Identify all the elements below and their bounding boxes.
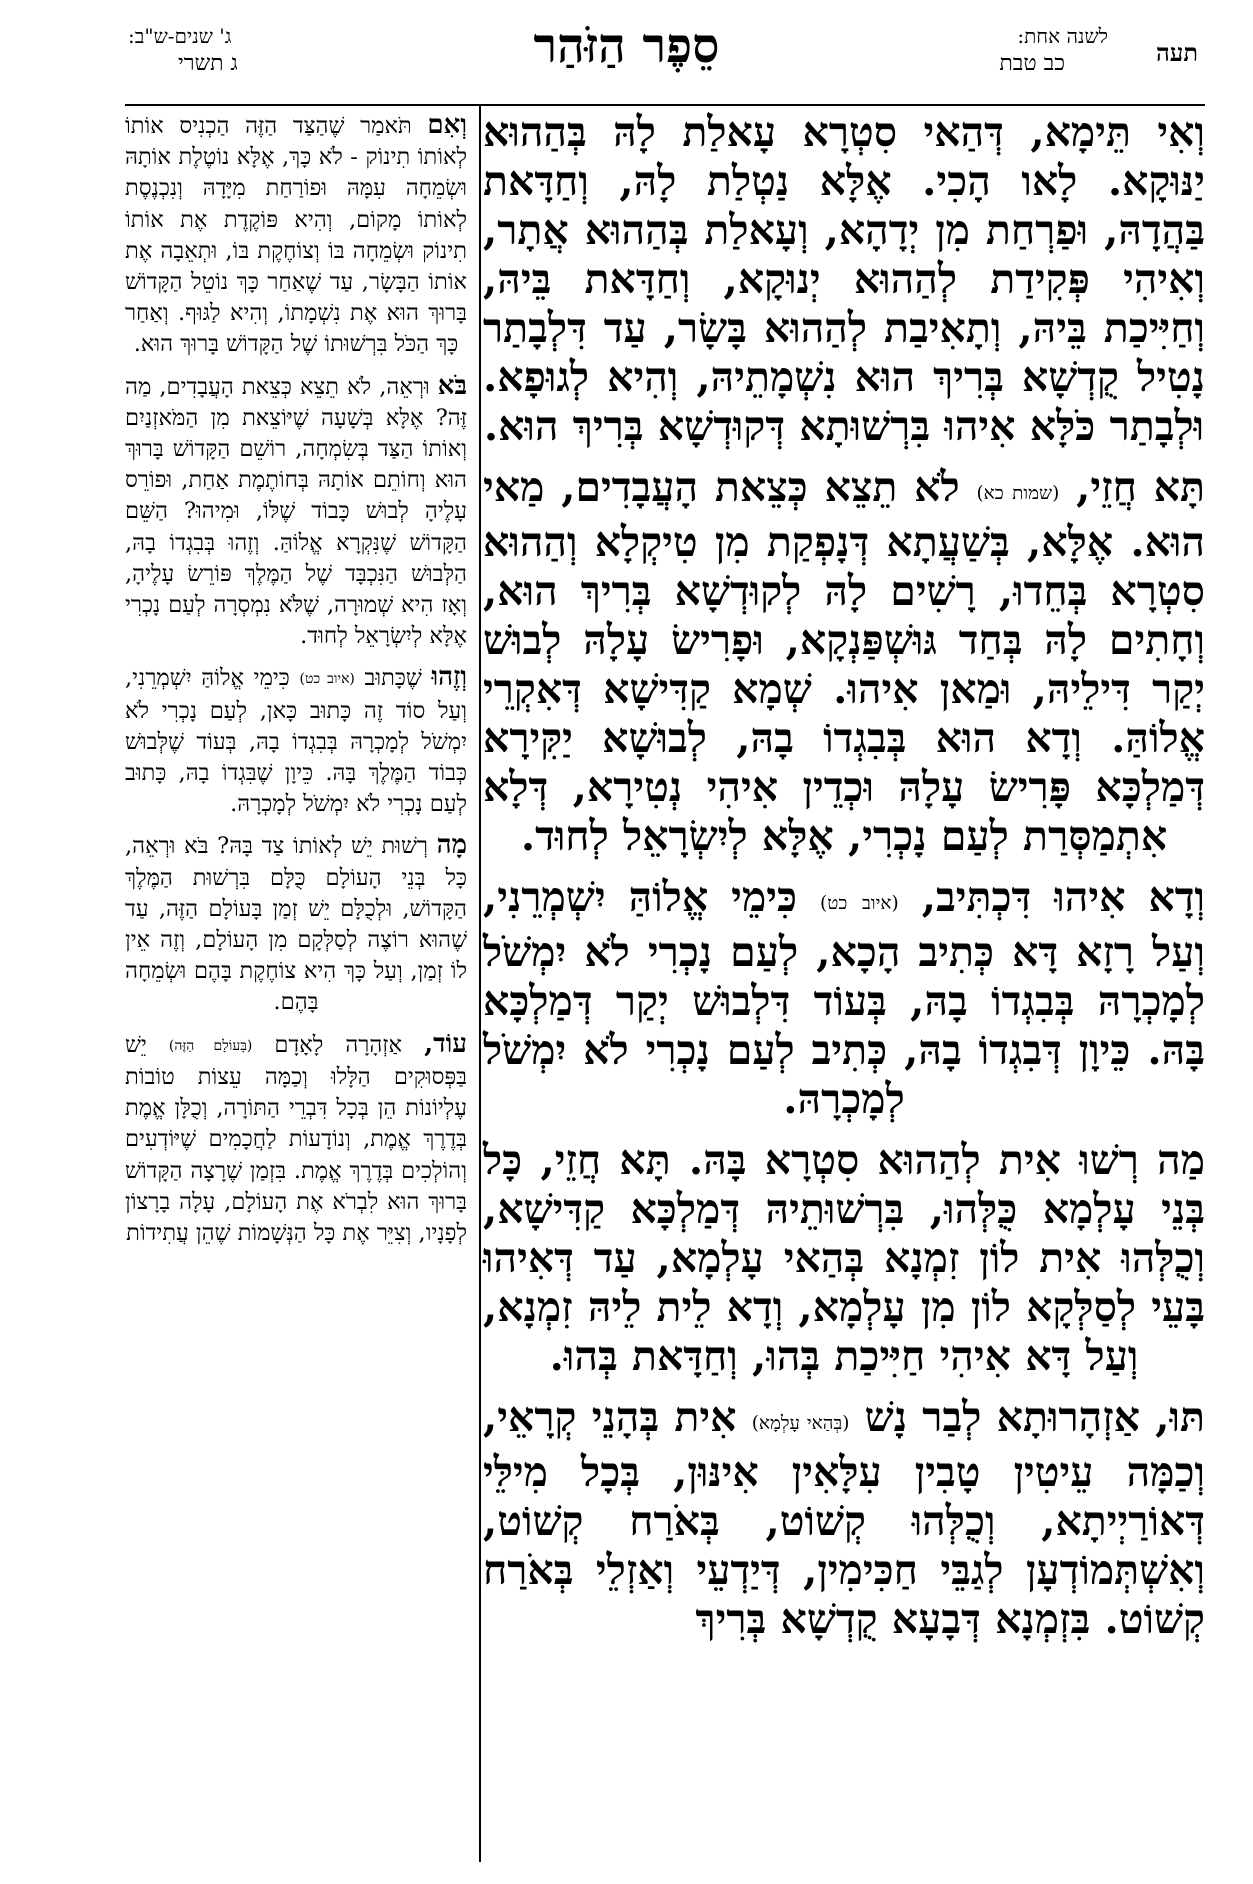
hebrew-paragraph	[125, 1029, 467, 1249]
paragraph-text: שֶׁכָּתוּב	[354, 665, 432, 692]
paragraph-lead: וְדָא	[1148, 873, 1205, 921]
paragraph-text: וּרְאֵה, לֹא תֵצֵא כְּצֵאת הָעֲבָדִים, מַה זֶּה? אֶלָּא בְּשָׁעָה שֶׁיּוֹצֵאת מִן הַמֹּאזְנַיִם וְאוֹתוֹ הַצַּד בְּשִׂמְחָה, רוֹשֵׁם הַקָּדוֹשׁ בָּרוּךְ הוּא וְחוֹתֵם אוֹתָהּ בְּחוֹתֶמֶת אַחַת, וּפוֹרֵס עָלֶיהָ לְבוּשׁ כָּבוֹד שֶׁלּוֹ, וּמִיהוּ? הַשֵּׁם הַקָּדוֹשׁ שֶׁנִּקְרָא אֱלוֹהַּ. וְזֶהוּ בְּבִגְדוֹ בָהּ, הַלְּבוּשׁ הַנִּכְבָּד שֶׁל הַמֶּלֶךְ פּוֹרֵשׂ עָלֶיהָ, וְאָז הִיא שְׁמוּרָה, שֶׁלֹּא נִמְסְרָה לְעַם נָכְרִי אֶלָּא לְיִשְׂרָאֵל לְחוּד.	[125, 373, 467, 650]
hebrew-paragraph	[125, 662, 467, 820]
hebrew-translation-column	[125, 110, 467, 1259]
multi-year-schedule-label: ג' שנים-ש"ב:	[128, 24, 232, 48]
verse-reference: (איוב כט)	[299, 671, 355, 688]
paragraph-lead: מַה	[1157, 1136, 1205, 1184]
aramaic-paragraph	[483, 1136, 1205, 1381]
paragraph-text: תֵּימָא, דְּהַאי סִטְרָא עָאלַת לָהּ בְּהַהוּא יַנּוּקָא. לָאו הָכִי. אֶלָּא נַטְלַת לָהּ, וְחַדָּאת בַּהֲדָהּ, וּפַרְחַת מִן יְדָהָא, וְעָאלַת בְּהַהוּא אֲתָר, וְאִיהִי פְּקִידַת לְהַהוּא יְנוּקָא, וְחַדָּאת בֵּיהּ, וְחַיִּיכַת בֵּיהּ, וְתָאִיבַת לְהַהוּא בָּשָׂר, עַד דִּלְבָתַר נָטִיל קֻדְשָׁא בְּרִיךְ הוּא נִשְׁמָתֵיהּ, וְהִיא לְגוּפָא. וּלְבָתַר כֹּלָּא אִיהוּ בִּרְשׁוּתָא דְּקוּדְשָׁא בְּרִיךְ הוּא.	[483, 108, 1205, 450]
paragraph-text: לֹא תֵצֵא כְּצֵאת הָעֲבָדִים, מַאי הוּא. אֶלָּא, בְּשַׁעֲתָא דְּנָפְקַת מִן טִיקְלָא וְהַהוּא סִטְרָא בְּחֵדוּ, רָשִׁים לָהּ לְקוּדְשָׁא בְּרִיךְ הוּא, וְחָתִים לָהּ בְּחַד גּוּשְׁפַּנְקָא, וּפָרִישׂ עָלָהּ לְבוּשׁ יְקַר דִּילֵיהּ, וּמַאן אִיהוּ. שְׁמָא קַדִּישָׁא דְּאִקְרֵי אֱלוֹהַּ. וְדָא הוּא בְּבִגְדוֹ בָהּ, לְבוּשָׁא יַקִּירָא דְּמַלְכָּא פָּרִישׂ עָלָהּ וּכְדֵין אִיהִי נְטִירָא, דְּלָא אִתְמַסְּרַת לְעַם נָכְרִי, אֶלָּא לְיִשְׂרָאֵל לְחוּד.	[483, 463, 1205, 860]
paragraph-text: אַזְהָרוּתָא לְבַר נָשׁ	[849, 1393, 1156, 1441]
verse-reference: (בָּעוֹלָם הַזֶּה)	[168, 1037, 253, 1054]
paragraph-lead: תָּא	[1153, 463, 1205, 511]
paragraph-lead: תּוּ,	[1155, 1393, 1205, 1441]
paragraph-text: כִּימֵי אֱלוֹהַּ יִשְׁמְרֵנִי, וְעַל סוֹד זֶה כָּתוּב כָּאן, לְעַם נָכְרִי לֹא יִמְשֹׁל לְמָכְרָהּ בְּבִגְדוֹ בָהּ, בְּעוֹד שֶׁלְּבוּשׁ כְּבוֹד הַמֶּלֶךְ בָּהּ. כֵּיוָן שֶׁבִּגְדוֹ בָהּ, כָּתוּב לְעַם נָכְרִי לֹא יִמְשֹׁל לְמָכְרָהּ.	[125, 665, 467, 818]
aramaic-paragraph	[483, 108, 1205, 451]
paragraph-text: אִית בְּהָנֵי קְרָאֵי, וְכַמָּה עֵיטִין טָבִין עִלָּאִין אִינּוּן, בְּכָל מִילֵּי דְּאוֹרַיְיתָא, וְכֻלְּהוּ קְשׁוֹט, בְּאֹרַח קְשׁוֹט, וְאִשְׁתְּמוֹדְעָן לְגַבֵּי חַכִּימִין, דְּיַדְעֵי וְאַזְלֵי בְּאֹרַח קְשׁוֹט. בִּזְמְנָא דְּבָעָא קֻדְשָׁא בְּרִיךְ	[483, 1393, 1205, 1643]
book-title: סֵפֶר הַזֹּהַר	[533, 18, 720, 74]
daily-schedule-date: כב טבת	[999, 51, 1065, 76]
column-divider	[479, 106, 481, 1862]
paragraph-lead: וְזֶהוּ	[431, 662, 468, 693]
header-rule	[125, 104, 1205, 106]
paragraph-text: יֵשׁ בַּפְּסוּקִים הַלָּלוּ וְכַמָּה עֵצוֹת טוֹבוֹת עֶלְיוֹנוֹת הֵן בְּכָל דִּבְרֵי הַתּוֹרָה, וְכֻלָּן אֱמֶת בְּדֶרֶךְ אֱמֶת, וְנוֹדָעוֹת לַחֲכָמִים שֶׁיּוֹדְעִים וְהוֹלְכִים בְּדֶרֶךְ אֱמֶת. בִּזְמַן שֶׁרָצָה הַקָּדוֹשׁ בָּרוּךְ הוּא לִבְרֹא אֶת הָעוֹלָם, עָלָה בָרָצוֹן לְפָנָיו, וְצִיֵּר אֶת כָּל הַנְּשָׁמוֹת שֶׁהֵן עֲתִידוֹת	[125, 1031, 467, 1246]
paragraph-lead: עוֹד,	[424, 1028, 468, 1059]
paragraph-text: כִּימֵי אֱלוֹהַּ יִשְׁמְרֵנִי, וְעַל רָזָא דָּא כְּתִיב הָכָא, לְעַם נָכְרִי לֹא יִמְשֹׁל לְמָכְרָהּ בְּבִגְדוֹ בָהּ, בְּעוֹד דִּלְבוּשׁ יְקַר דְּמַלְכָּא בָּהּ. כֵּיוָן דְּבִגְדוֹ בָהּ, כְּתִיב לְעַם נָכְרִי לֹא יִמְשֹׁל לְמָכְרָהּ.	[483, 873, 1205, 1123]
paragraph-lead: בֹּא	[437, 370, 467, 401]
paragraph-text: רְשׁוּ אִית לְהַהוּא סִטְרָא בָּהּ. תָּא חֲזֵי, כָּל בְּנֵי עָלְמָא כֻּלְּהוּ, בִּרְשׁוּתֵיהּ דְּמַלְכָּא קַדִּישָׁא, וְכֻלְּהוּ אִית לוֹן זִמְנָא בְּהַאי עָלְמָא, עַד דְּאִיהוּ בָּעֵי לְסַלְּקָא לוֹן מִן עָלְמָא, וְדָא לֵית לֵיהּ זִמְנָא, וְעַל דָּא אִיהִי חַיִּיכַת בְּהוּ, וְחַדָּאת בְּהוּ.	[483, 1136, 1205, 1380]
verse-reference: (בְּהַאי עָלְמָא)	[751, 1413, 850, 1434]
multi-year-schedule-date: ג תשרי	[178, 51, 238, 76]
aramaic-paragraph	[483, 873, 1205, 1124]
paragraph-text: אַזְהָרָה לָאָדָם	[252, 1031, 425, 1058]
hebrew-paragraph	[125, 371, 467, 653]
paragraph-lead: וְאִי	[1157, 108, 1205, 156]
hebrew-paragraph	[125, 110, 467, 361]
verse-reference: (שמות כא)	[976, 483, 1060, 504]
daily-schedule-label: לשנה אחת:	[1017, 24, 1108, 48]
page-number: תעה	[1155, 38, 1198, 67]
paragraph-text: חֲזֵי,	[1059, 463, 1154, 511]
aramaic-paragraph	[483, 1393, 1205, 1644]
aramaic-paragraph	[483, 463, 1205, 861]
paragraph-lead: מָה	[436, 830, 467, 861]
verse-reference: (איוב כט)	[820, 893, 899, 914]
paragraph-lead: וְאִם	[427, 110, 467, 140]
aramaic-column	[483, 108, 1205, 1656]
hebrew-paragraph	[125, 830, 467, 1018]
paragraph-text: אִיהוּ דִּכְתִּיב,	[898, 873, 1149, 921]
paragraph-text: תֹּאמַר שֶׁהַצַּד הַזֶּה הַכְנִיס אוֹתוֹ לְאוֹתוֹ תִינוֹק - לֹא כָּךְ, אֶלָּא נוֹטֶלֶת אוֹתָהּ וּשְׂמֵחָה עִמָּהּ וּפוֹרַחַת מִיָּדָהּ וְנִכְנֶסֶת לְאוֹתוֹ מָקוֹם, וְהִיא פּוֹקֶדֶת אֶת אוֹתוֹ תִינוֹק וּשְׂמֵחָה בּוֹ וְצוֹחֶקֶת בּוֹ, וּתְאֵבָה אֶת אוֹתוֹ הַבָּשָׂר, עַד שֶׁאַחַר כָּךְ נוֹטֵל הַקָּדוֹשׁ בָּרוּךְ הוּא אֶת נִשְׁמָתוֹ, וְהִיא לַגּוּף. וְאַחַר כָּךְ הַכֹּל בִּרְשׁוּתוֹ שֶׁל הַקָּדוֹשׁ בָּרוּךְ הוּא.	[125, 113, 467, 358]
paragraph-text: רְשׁוּת יֵשׁ לְאוֹתוֹ צַד בָּהּ? בֹּא וּרְאֵה, כָּל בְּנֵי הָעוֹלָם כֻּלָּם בִּרְשׁוּת הַמֶּלֶךְ הַקָּדוֹשׁ, וּלְכֻלָּם יֵשׁ זְמַן בָּעוֹלָם הַזֶּה, עַד שֶׁהוּא רוֹצֶה לְסַלְּקָם מִן הָעוֹלָם, וְזֶה אֵין לוֹ זְמַן, וְעַל כָּךְ הִיא צוֹחֶקֶת בָּהֶם וּשְׂמֵחָה בָּהֶם.	[125, 833, 467, 1016]
